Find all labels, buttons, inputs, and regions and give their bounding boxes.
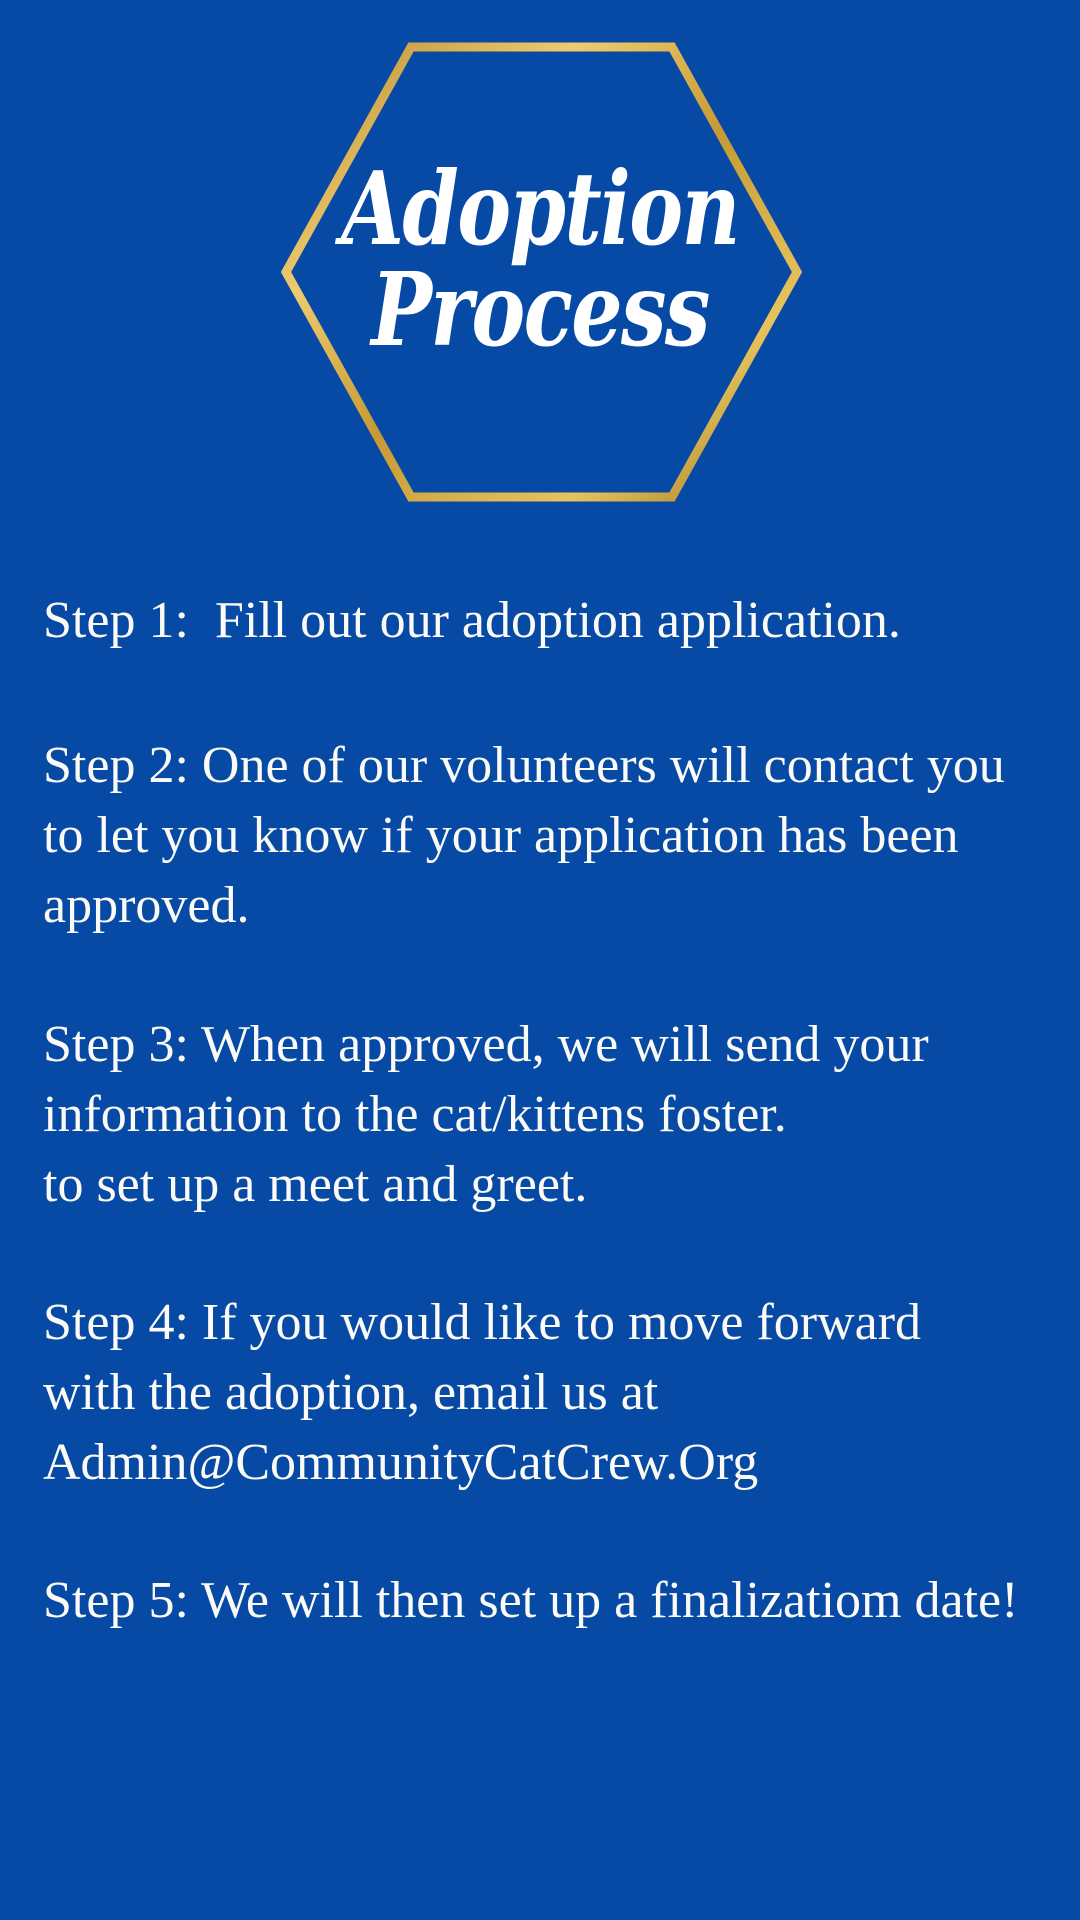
step-line: to set up a meet and greet. [43,1156,588,1213]
step-line: Step 3: When approved, we will send your [43,1016,929,1073]
step-line: to let you know if your application has been [43,807,959,864]
step-paragraph [43,586,901,656]
step-line: information to the cat/kittens foster. [43,1086,787,1143]
step-line: Admin@CommunityCatCrew.Org [43,1434,759,1491]
step-paragraph [43,731,1005,941]
step-line: Step 5: We will then set up a finalizatiom date! [43,1572,1019,1629]
step-line: Step 1: Fill out our adoption application. [43,592,901,649]
step-line: approved. [43,877,250,934]
title-line-2: Process [371,250,709,369]
step-line: Step 4: If you would like to move forward [43,1294,922,1351]
step-paragraph [43,1566,1018,1636]
step-paragraph [43,1010,929,1220]
step-paragraph [43,1288,921,1498]
title-line-1: Adoption [341,149,739,268]
step-line: with the adoption, email us at [43,1364,659,1421]
badge-title [300,149,780,369]
step-line: Step 2: One of our volunteers will contact you [43,737,1005,794]
